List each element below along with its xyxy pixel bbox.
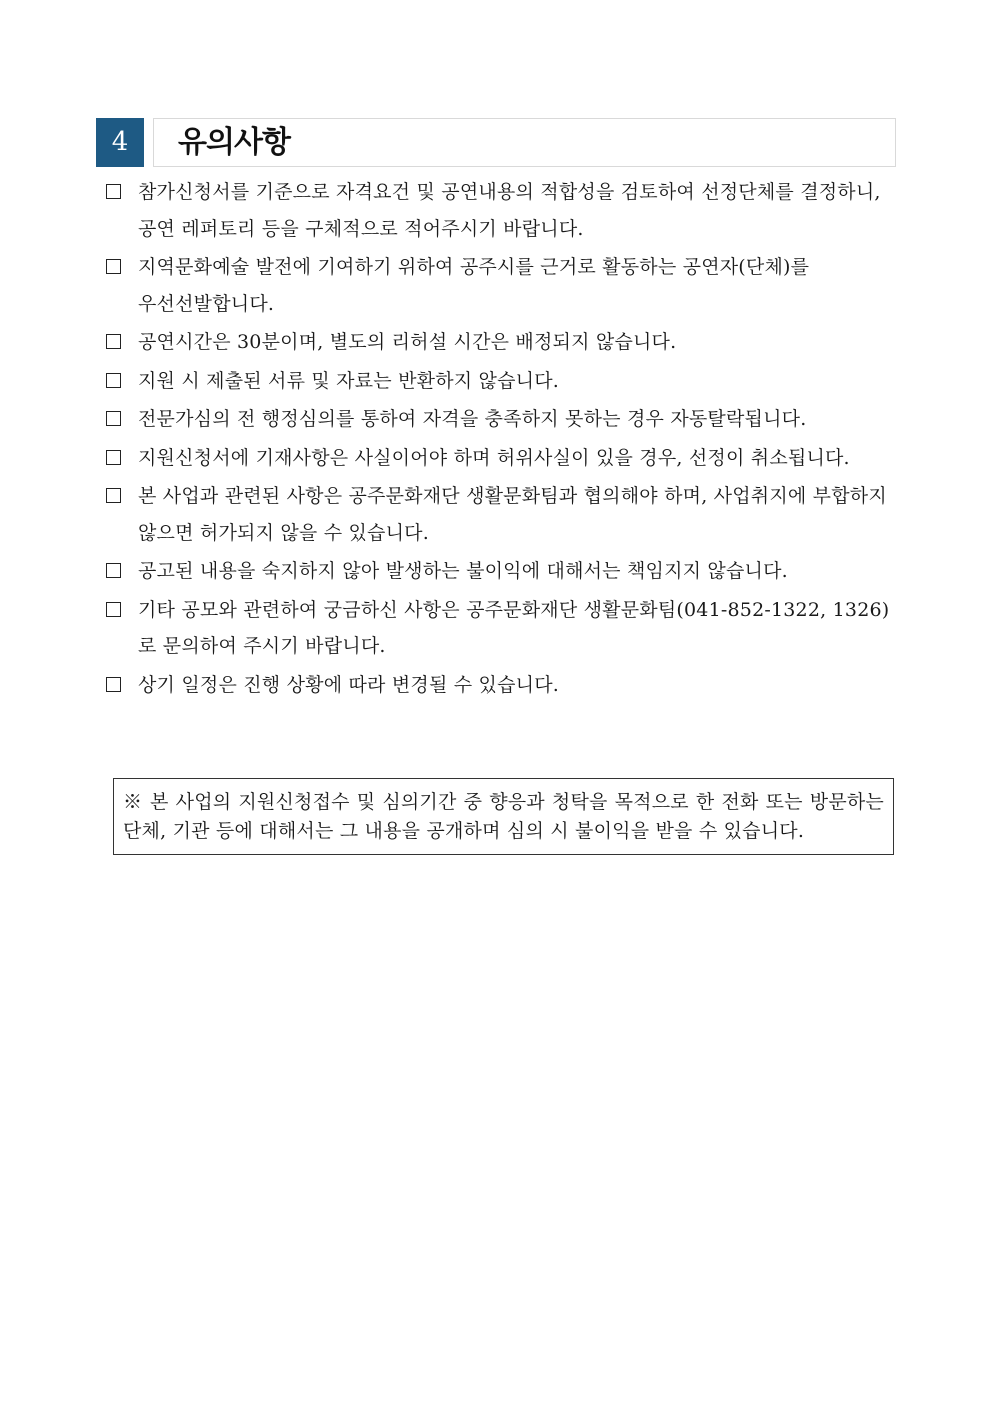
notice-item bbox=[104, 401, 900, 438]
checkbox-icon bbox=[106, 488, 121, 503]
warning-text: ※ 본 사업의 지원신청접수 및 심의기간 중 향응과 청탁을 목적으로 한 전화 또는 방문하는 단체, 기관 등에 대해서는 그 내용을 공개하며 심의 시 불이익을 받을 수 있습니다. bbox=[123, 791, 884, 842]
notice-item bbox=[104, 553, 900, 590]
notice-item bbox=[104, 667, 900, 704]
notice-text: 공연시간은 30분이며, 별도의 리허설 시간은 배정되지 않습니다. bbox=[138, 331, 677, 353]
section-header bbox=[96, 118, 896, 167]
section-title-box bbox=[153, 118, 896, 167]
section-title: 유의사항 bbox=[178, 125, 290, 160]
notice-text: 지원 시 제출된 서류 및 자료는 반환하지 않습니다. bbox=[138, 369, 559, 392]
notice-text: 지원신청서에 기재사항은 사실이어야 하며 허위사실이 있을 경우, 선정이 취소됩니다. bbox=[138, 446, 850, 469]
notice-item bbox=[104, 174, 900, 247]
section-number: 4 bbox=[96, 118, 144, 167]
notice-item bbox=[104, 324, 900, 361]
notice-item bbox=[104, 249, 900, 322]
warning-box bbox=[113, 778, 894, 855]
checkbox-icon bbox=[106, 334, 121, 349]
checkbox-icon bbox=[106, 411, 121, 426]
checkbox-icon bbox=[106, 602, 121, 617]
notice-text: 공고된 내용을 숙지하지 않아 발생하는 불이익에 대해서는 책임지지 않습니다. bbox=[138, 560, 788, 582]
checkbox-icon bbox=[106, 450, 121, 465]
notice-item bbox=[104, 363, 900, 400]
checkbox-icon bbox=[106, 184, 121, 199]
checkbox-icon bbox=[106, 259, 121, 274]
notice-text: 본 사업과 관련된 사항은 공주문화재단 생활문화팀과 협의해야 하며, 사업취지에 부합하지 않으면 허가되지 않을 수 있습니다. bbox=[138, 485, 887, 544]
checkbox-icon bbox=[106, 373, 121, 388]
notice-text: 참가신청서를 기준으로 자격요건 및 공연내용의 적합성을 검토하여 선정단체를 결정하니, 공연 레퍼토리 등을 구체적으로 적어주시기 바랍니다. bbox=[138, 181, 881, 240]
notice-text: 기타 공모와 관련하여 궁금하신 사항은 공주문화재단 생활문화팀(041-852-1322, 1326)로 문의하여 주시기 바랍니다. bbox=[138, 598, 890, 657]
notice-text: 지역문화예술 발전에 기여하기 위하여 공주시를 근거로 활동하는 공연자(단체)를 우선선발합니다. bbox=[138, 256, 810, 315]
notice-text: 전문가심의 전 행정심의를 통하여 자격을 충족하지 못하는 경우 자동탈락됩니다. bbox=[138, 408, 807, 430]
notice-item bbox=[104, 440, 900, 477]
checkbox-icon bbox=[106, 563, 121, 578]
notice-list bbox=[104, 174, 900, 705]
notice-item bbox=[104, 478, 900, 551]
notice-text: 상기 일정은 진행 상황에 따라 변경될 수 있습니다. bbox=[138, 673, 559, 696]
notice-item bbox=[104, 592, 900, 665]
checkbox-icon bbox=[106, 677, 121, 692]
